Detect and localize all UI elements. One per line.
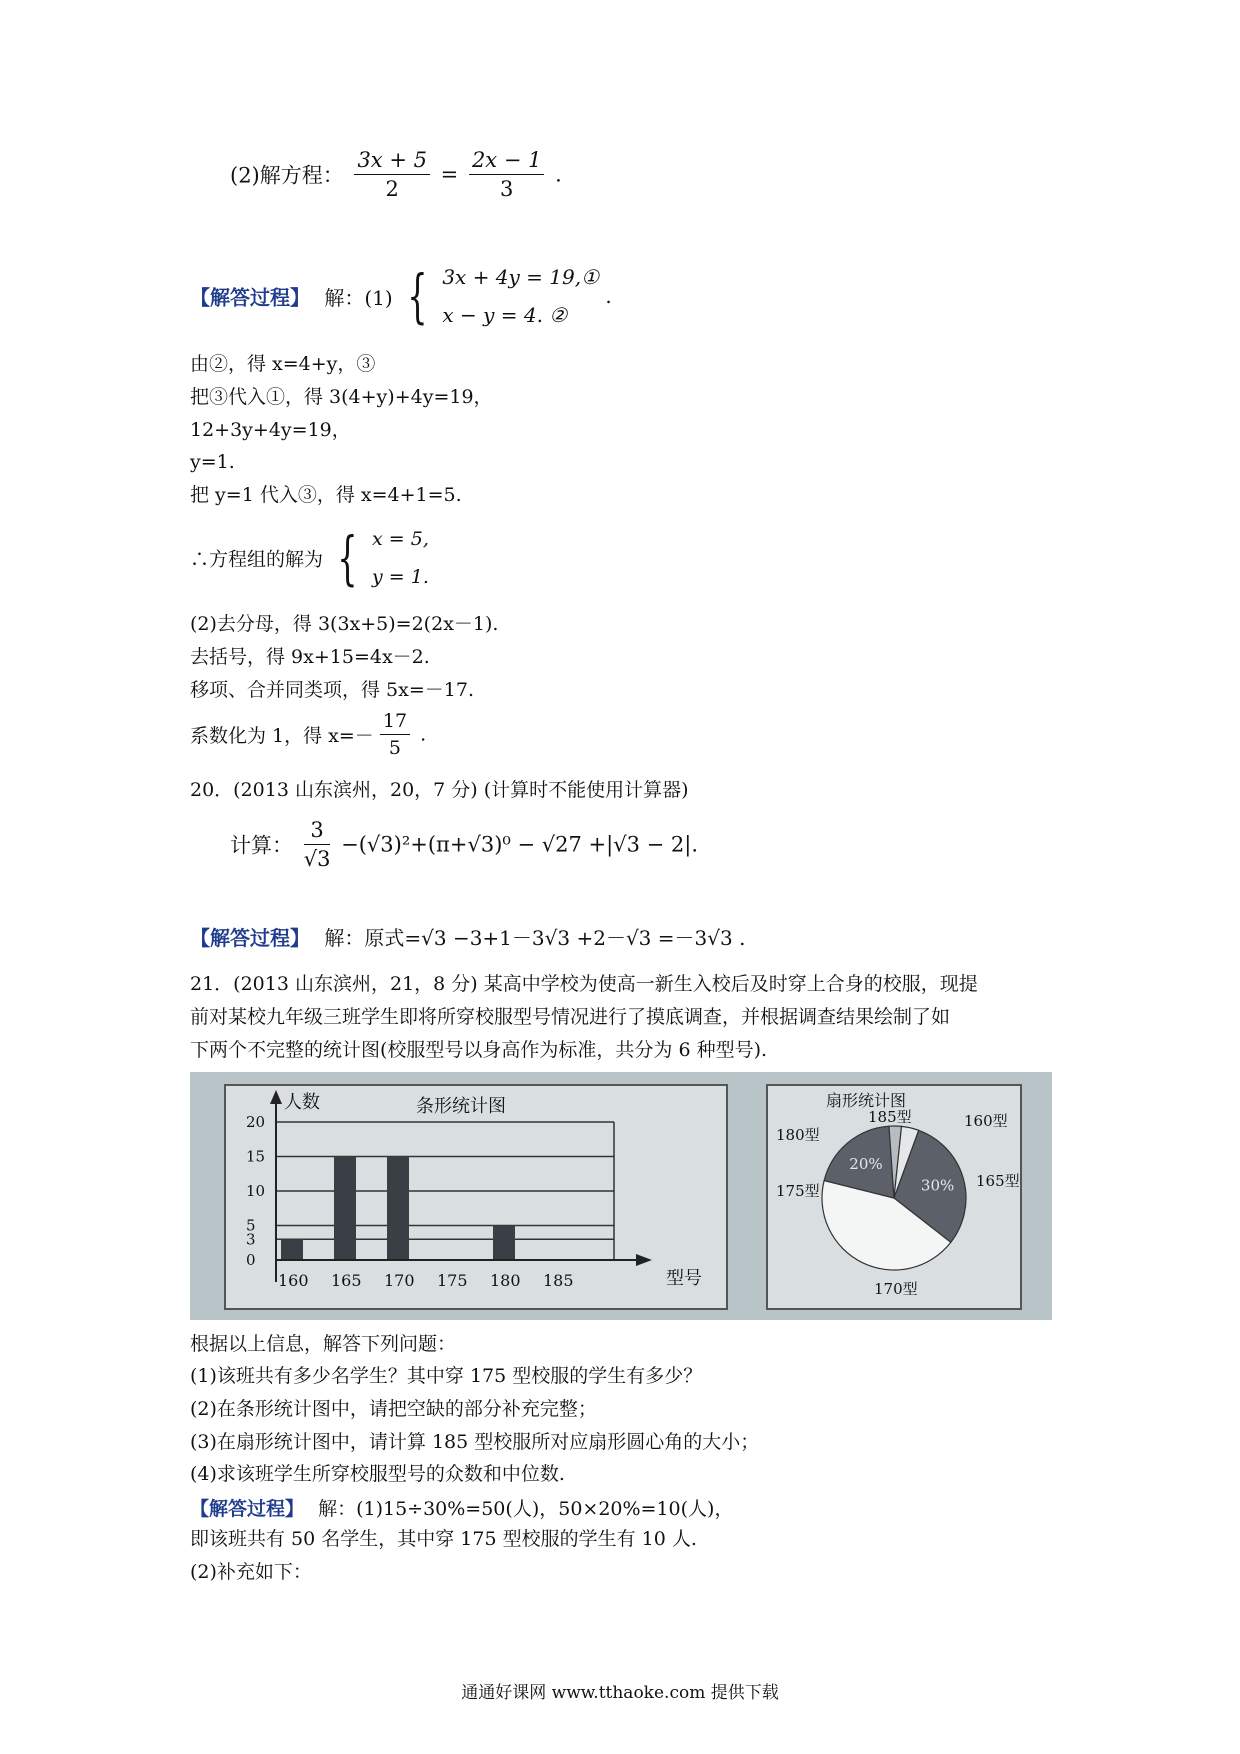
bar-170 xyxy=(387,1157,409,1261)
q20-header: 20．(2013 山东滨州，20，7 分) (计算时不能使用计算器) xyxy=(190,779,689,801)
q21-header-2: 前对某校九年级三班学生即将所穿校服型号情况进行了摸底调查，并根据调查结果绘制了如 xyxy=(190,1006,951,1028)
q19-step-3: 12+3y+4y=19， xyxy=(190,419,351,441)
q21-question-2: (2)在条形统计图中，请把空缺的部分补充完整； xyxy=(190,1398,597,1420)
pie-chart-title: 扇形统计图 xyxy=(826,1091,907,1110)
pie-label: 175型 xyxy=(776,1182,820,1200)
q19-step-2: 把③代入①，得 3(4+y)+4y=19， xyxy=(190,386,493,408)
q21-answer: 【解答过程】 解：(1)15÷30%=50(人)，50×20%=10(人)， xyxy=(190,1498,734,1520)
bar-chart-bars xyxy=(281,1157,515,1261)
q21-question-intro: 根据以上信息，解答下列问题： xyxy=(190,1333,457,1355)
q21-question-4: (4)求该班学生所穿校服型号的众数和中位数. xyxy=(190,1463,565,1485)
left-brace-icon: { xyxy=(407,262,428,330)
x-axis-arrow-icon xyxy=(636,1254,652,1266)
y-tick-label: 3 xyxy=(246,1230,256,1249)
answer-tag: 【解答过程】 xyxy=(190,1498,305,1520)
x-tick-label: 170 xyxy=(384,1271,415,1290)
x-tick-label: 165 xyxy=(331,1271,362,1290)
q19-part2-label: (2)解方程： xyxy=(230,163,344,188)
page-footer: 通通好课网 www.tthaoke.com 提供下载 xyxy=(461,1683,779,1703)
pie-percent-label: 30% xyxy=(920,1176,955,1195)
pie-label: 165型 xyxy=(976,1172,1020,1190)
q21-question-3: (3)在扇形统计图中，请计算 185 型校服所对应扇形圆心角的大小； xyxy=(190,1431,760,1453)
pie-chart xyxy=(768,1086,1020,1308)
x-tick-label: 180 xyxy=(490,1271,521,1290)
x-tick-label: 175 xyxy=(437,1271,468,1290)
y-tick-label: 15 xyxy=(246,1147,266,1166)
q19-step-1: 由②，得 x=4+y，③ xyxy=(190,353,376,375)
q19-part2-step-3: 移项、合并同类项，得 5x=－17. xyxy=(190,679,474,701)
pie-label: 180型 xyxy=(776,1126,820,1144)
bar-chart xyxy=(226,1086,726,1308)
y-tick-label: 5 xyxy=(246,1216,256,1235)
y-tick-label: 20 xyxy=(246,1113,266,1131)
q21-header-3: 下两个不完整的统计图(校服型号以身高作为标准，共分为 6 种型号). xyxy=(190,1039,768,1061)
bar-chart-title: 条形统计图 xyxy=(416,1096,506,1117)
q19-right-fraction: $\frac{2x - 1}{3}$ xyxy=(469,148,545,201)
bar-chart-ticks xyxy=(246,1113,574,1290)
x-tick-label: 160 xyxy=(278,1271,309,1290)
bar-180 xyxy=(493,1226,515,1261)
pie-chart-panel xyxy=(766,1084,1022,1310)
bar-chart-ylabel: 人数 xyxy=(284,1092,320,1113)
q21-answer-line-3: (2)补充如下： xyxy=(190,1561,312,1583)
pie-label: 160型 xyxy=(964,1112,1008,1130)
pie-label: 170型 xyxy=(874,1280,918,1298)
pie-percent-label: 20% xyxy=(849,1154,883,1173)
q20-answer: 【解答过程】 解：原式=√3 −3+1－3√3 +2－√3 =－3√3 . xyxy=(190,926,746,950)
bar-chart-grid xyxy=(276,1122,614,1260)
q19-coef-step: 系数化为 1，得 x=－ $\frac{17}{5}$ . xyxy=(190,710,427,759)
pie-chart-slices xyxy=(822,1126,966,1270)
q19-part2-equation: (2)解方程： $\frac{3x + 5}{2}$ = $\frac{2x - 1}{3}$ . xyxy=(230,148,562,201)
q19-step-5: 把 y=1 代入③，得 x=4+1=5. xyxy=(190,484,462,506)
q21-answer-line-2: 即该班共有 50 名学生，其中穿 175 型校服的学生有 10 人. xyxy=(190,1528,697,1550)
answer-tag: 【解答过程】 xyxy=(190,285,310,310)
bar-165 xyxy=(334,1157,356,1261)
q19-answer-header: 【解答过程】 解：(1) { 3x + 4y = 19,① x − y = 4. ② . xyxy=(190,258,612,334)
statistics-figure xyxy=(190,1072,1052,1320)
q19-part2-step-1: (2)去分母，得 3(3x+5)=2(2x－1). xyxy=(190,613,499,635)
q19-solution: ∴方程组的解为 { x = 5, y = 1. xyxy=(190,524,429,592)
q20-calc: 计算： $\frac{3}{√3}$ −(√3)²+(π+√3)⁰ − √27 +|√3 − 2|. xyxy=(230,818,699,871)
bar-chart-xlabel: 型号 xyxy=(666,1268,702,1289)
left-brace-icon: { xyxy=(337,524,358,592)
answer-tag: 【解答过程】 xyxy=(190,926,310,950)
q21-question-1: (1)该班共有多少名学生？其中穿 175 型校服的学生有多少？ xyxy=(190,1365,703,1387)
q19-step-4: y=1. xyxy=(190,451,235,473)
equation-system: 3x + 4y = 19,① x − y = 4. ② xyxy=(442,265,600,327)
y-axis-arrow-icon xyxy=(270,1090,282,1104)
bar-160 xyxy=(281,1239,303,1260)
q21-header-1: 21．(2013 山东滨州，21，8 分) 某高中学校为使高一新生入校后及时穿上合身的校服，现提 xyxy=(190,973,978,995)
pie-label: 185型 xyxy=(868,1108,912,1126)
q19-left-fraction: $\frac{3x + 5}{2}$ xyxy=(354,148,430,201)
y-tick-label: 10 xyxy=(246,1182,266,1200)
y-tick-label: 0 xyxy=(246,1251,256,1269)
x-tick-label: 185 xyxy=(543,1271,574,1290)
q19-part2-step-2: 去括号，得 9x+15=4x－2. xyxy=(190,646,430,668)
bar-chart-panel xyxy=(224,1084,728,1310)
